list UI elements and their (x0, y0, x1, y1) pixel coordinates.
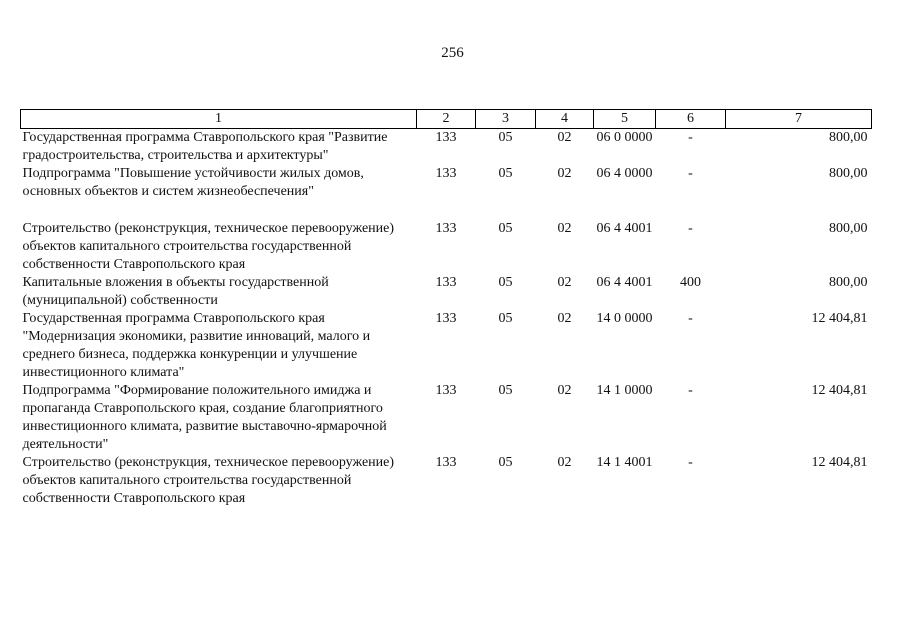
row-col-7: 12 404,81 (811, 455, 868, 470)
table-row (21, 274, 872, 310)
header-col-5: 5 (594, 110, 656, 129)
row-col-5: 14 0 0000 (596, 311, 653, 326)
row-col-2: 133 (435, 221, 457, 236)
row-name: Государственная программа Ставропольского края "Развитие градостроительства, строительства и архитектуры" (22, 130, 388, 163)
row-col-3: 05 (498, 311, 513, 326)
row-col-6: - (688, 311, 693, 326)
row-col-3: 05 (498, 383, 513, 398)
row-col-2: 133 (435, 455, 457, 470)
row-name: Подпрограмма "Формирование положительного имиджа и пропаганда Ставропольского края, создание благоприятного инвестиционного климата, развитие выставочно-ярмарочной деятельности" (22, 383, 387, 452)
header-col-1: 1 (21, 110, 417, 129)
row-col-2: 133 (435, 130, 457, 145)
table-row (21, 220, 872, 274)
row-col-6: - (688, 166, 693, 181)
row-col-7: 12 404,81 (811, 311, 868, 326)
row-col-3: 05 (498, 221, 513, 236)
row-name: Подпрограмма "Повышение устойчивости жилых домов, основных объектов и систем жизнеобеспечения" (22, 166, 364, 199)
header-col-4: 4 (536, 110, 594, 129)
row-col-4: 02 (557, 311, 572, 326)
table-row (21, 382, 872, 454)
row-col-6: 400 (680, 275, 701, 290)
table-row (21, 310, 872, 382)
row-col-5: 06 4 4001 (596, 221, 653, 236)
header-row (21, 110, 872, 129)
row-col-4: 02 (557, 221, 572, 236)
header-col-2: 2 (417, 110, 476, 129)
row-col-5: 06 4 0000 (596, 166, 653, 181)
row-col-3: 05 (498, 275, 513, 290)
row-col-6: - (688, 130, 693, 145)
row-col-4: 02 (557, 130, 572, 145)
budget-table (20, 109, 872, 508)
table-row (21, 165, 872, 220)
row-col-3: 05 (498, 130, 513, 145)
header-col-3: 3 (476, 110, 536, 129)
row-col-7: 800,00 (829, 275, 868, 290)
header-col-6: 6 (656, 110, 726, 129)
row-col-3: 05 (498, 166, 513, 181)
row-col-7: 800,00 (829, 166, 868, 181)
row-col-5: 14 1 4001 (596, 455, 653, 470)
row-col-6: - (688, 383, 693, 398)
row-col-7: 800,00 (829, 130, 868, 145)
row-col-4: 02 (557, 275, 572, 290)
row-col-6: - (688, 221, 693, 236)
row-col-2: 133 (435, 275, 457, 290)
row-col-2: 133 (435, 383, 457, 398)
page-number: 256 (441, 45, 464, 61)
row-name: Капитальные вложения в объекты государственной (муниципальной) собственности (22, 275, 329, 308)
row-col-5: 06 0 0000 (596, 130, 653, 145)
row-col-4: 02 (557, 166, 572, 181)
row-name: Строительство (реконструкция, техническое перевооружение) объектов капитального строительства государственной собственности Ставропольского края (22, 455, 395, 506)
row-col-7: 12 404,81 (811, 383, 868, 398)
table-row (21, 454, 872, 508)
row-col-6: - (688, 455, 693, 470)
row-name: Государственная программа Ставропольского края "Модернизация экономики, развитие инноваций, малого и среднего бизнеса, поддержка конкуренции и улучшение инвестиционного климата" (22, 311, 371, 380)
row-col-2: 133 (435, 166, 457, 181)
row-name: Строительство (реконструкция, техническое перевооружение) объектов капитального строительства государственной собственности Ставропольского края (22, 221, 395, 272)
row-col-3: 05 (498, 455, 513, 470)
table-row (21, 129, 872, 166)
row-col-5: 14 1 0000 (596, 383, 653, 398)
header-col-7: 7 (726, 110, 872, 129)
row-col-4: 02 (557, 383, 572, 398)
row-col-4: 02 (557, 455, 572, 470)
row-col-5: 06 4 4001 (596, 275, 653, 290)
row-col-2: 133 (435, 311, 457, 326)
row-col-7: 800,00 (829, 221, 868, 236)
